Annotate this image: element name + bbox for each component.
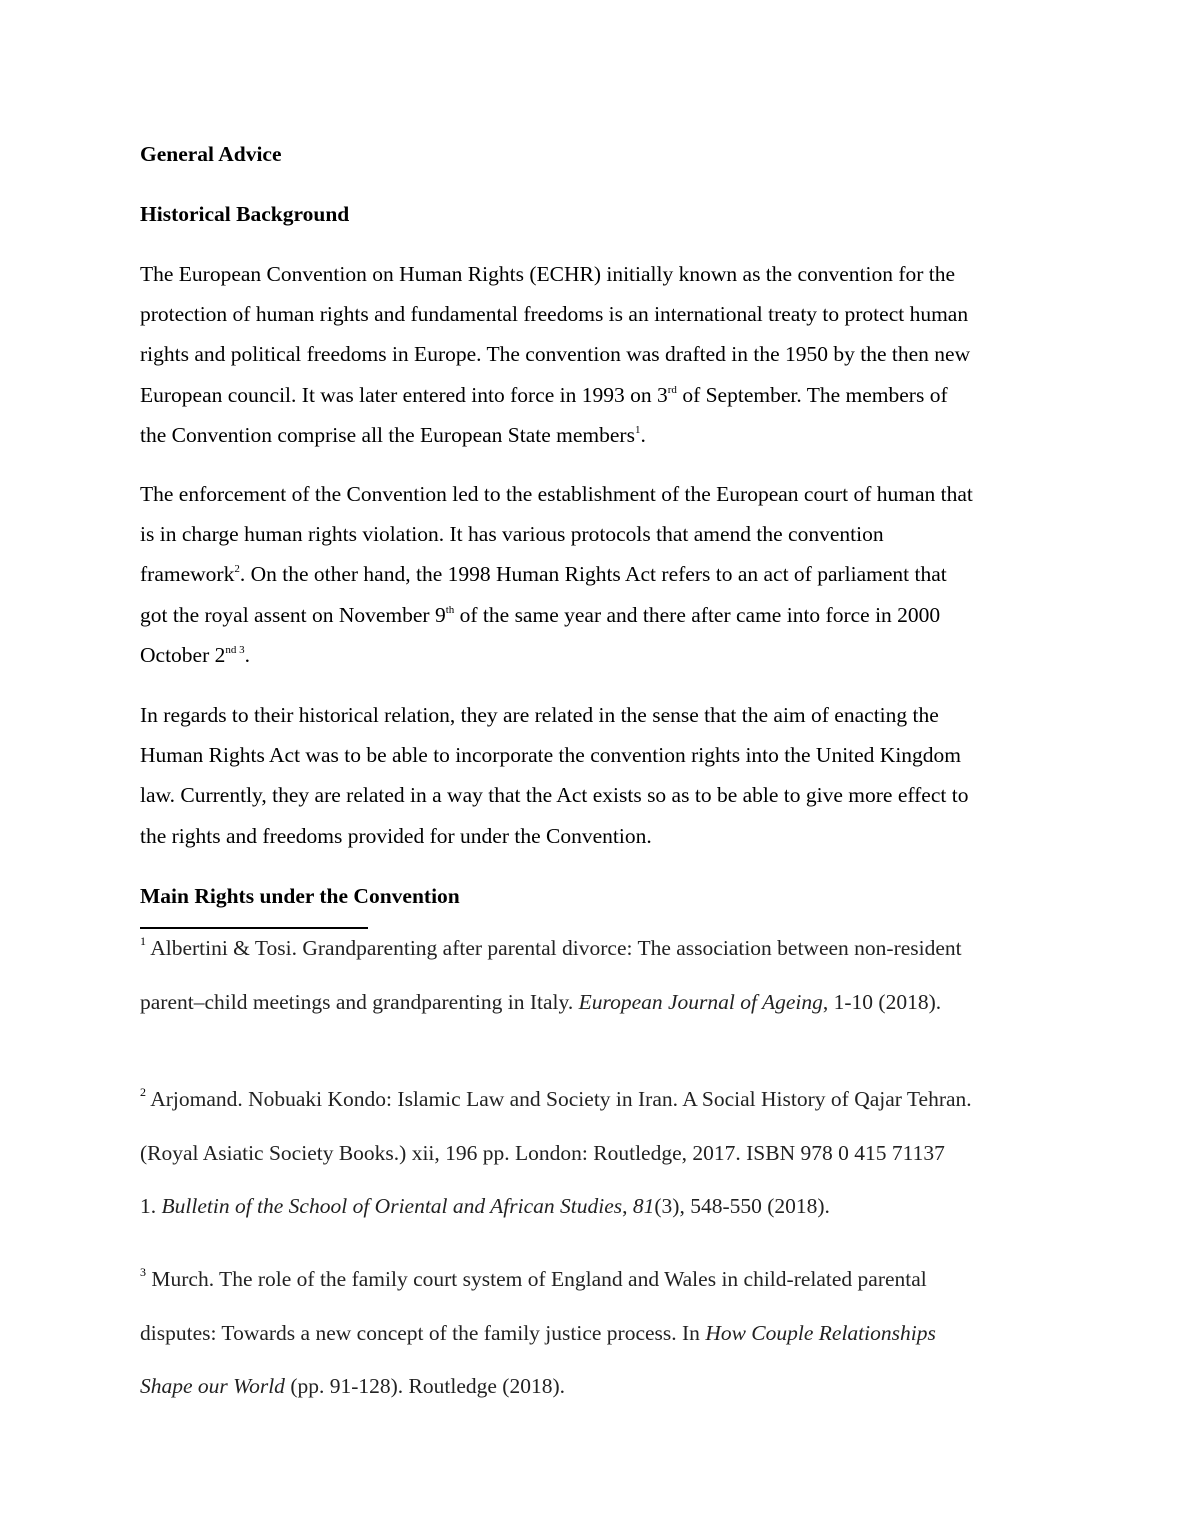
- superscript: th: [445, 603, 455, 616]
- text-run: got the royal assent on November 9: [140, 602, 446, 627]
- text-line: the rights and freedoms provided for under the Convention.: [140, 823, 652, 848]
- text-line: [140, 1307, 1052, 1361]
- text-line: protection of human rights and fundamental freedoms is an international treaty to protect human: [140, 302, 969, 327]
- text-run: Murch. The role of the family court system of England and Wales in child-related parental: [146, 1267, 927, 1291]
- text-run: (3), 548-550 (2018).: [654, 1194, 830, 1218]
- text-line: [140, 415, 1052, 455]
- text-line: [140, 1073, 1052, 1127]
- footnote-number: 2: [140, 1085, 146, 1099]
- text-run: (pp. 91-128). Routledge (2018).: [284, 1374, 565, 1398]
- text-run: .: [244, 642, 250, 667]
- text-run: October 2: [140, 642, 226, 667]
- text-run: , 1-10 (2018).: [822, 989, 942, 1014]
- footnote-3: [140, 1253, 1052, 1414]
- text-run: Albertini & Tosi. Grandparenting after parental divorce: The association between non-resident: [146, 936, 962, 960]
- text-line: [140, 1180, 1052, 1234]
- text-run: ,: [622, 1194, 633, 1218]
- text-line: Human Rights Act was to be able to incorporate the convention rights into the United Kingdom: [140, 743, 962, 768]
- text-line: [140, 976, 1052, 1030]
- text-line: The European Convention on Human Rights (ECHR) initially known as the convention for the: [140, 262, 956, 286]
- text-line: [140, 375, 1052, 415]
- text-line: [140, 1253, 1052, 1307]
- heading-general-advice: General Advice: [140, 142, 282, 166]
- paragraph-convention-history: [140, 254, 1052, 455]
- superscript: rd: [667, 383, 677, 396]
- footnote-number: 1: [140, 934, 146, 948]
- text-run: . On the other hand, the 1998 Human Rights Act refers to an act of parliament that: [239, 562, 947, 587]
- text-line: law. Currently, they are related in a way that the Act exists so as to be able to give more effect to: [140, 783, 969, 808]
- book-title: Shape our World: [140, 1374, 285, 1398]
- text-run: of the same year and there after came into force in 2000: [454, 602, 941, 627]
- text-line: [140, 922, 1052, 976]
- volume-number: 81: [632, 1194, 655, 1218]
- journal-title: Bulletin of the School of Oriental and African Studies: [161, 1194, 623, 1218]
- text-line: (Royal Asiatic Society Books.) xii, 196 pp. London: Routledge, 2017. ISBN 978 0 415 71137: [140, 1140, 945, 1165]
- footnote-number: 3: [140, 1265, 146, 1279]
- text-line: [140, 1360, 1052, 1414]
- text-line: The enforcement of the Convention led to the establishment of the European court of human that: [140, 482, 973, 506]
- text-run: Arjomand. Nobuaki Kondo: Islamic Law and Society in Iran. A Social History of Qajar Tehran.: [146, 1087, 972, 1111]
- book-title: How Couple Relationships: [705, 1320, 936, 1345]
- text-line: is in charge human rights violation. It has various protocols that amend the convention: [140, 522, 884, 547]
- text-line: [140, 635, 1052, 675]
- text-run: disputes: Towards a new concept of the family justice process. In: [140, 1320, 706, 1345]
- heading-main-rights: Main Rights under the Convention: [140, 884, 460, 908]
- text-run: .: [640, 422, 646, 447]
- text-line: [140, 554, 1052, 594]
- footnote-ref-2[interactable]: 2: [234, 563, 240, 576]
- footnote-ref-1[interactable]: 1: [634, 423, 641, 436]
- heading-historical-background: Historical Background: [140, 202, 350, 226]
- footnote-1: [140, 922, 1052, 1029]
- paragraph-enforcement: [140, 474, 1052, 675]
- text-line: rights and political freedoms in Europe. The convention was drafted in the 1950 by the then new: [140, 342, 971, 367]
- text-run: of September. The members of: [676, 382, 948, 407]
- text-run: European council. It was later entered into force in 1993 on 3: [140, 382, 668, 407]
- text-run: the Convention comprise all the European State members: [140, 422, 635, 447]
- text-run: parent–child meetings and grandparenting in Italy.: [140, 989, 579, 1014]
- journal-title: European Journal of Ageing: [578, 989, 823, 1014]
- footnote-ref-3[interactable]: nd 3: [225, 643, 245, 656]
- text-line: [140, 595, 1052, 635]
- footnote-2: [140, 1073, 1052, 1234]
- paragraph-historical-relation: [140, 695, 1052, 856]
- text-run: 1.: [140, 1194, 162, 1218]
- text-run: framework: [140, 562, 235, 587]
- text-line: In regards to their historical relation, they are related in the sense that the aim of enacting the: [140, 703, 939, 727]
